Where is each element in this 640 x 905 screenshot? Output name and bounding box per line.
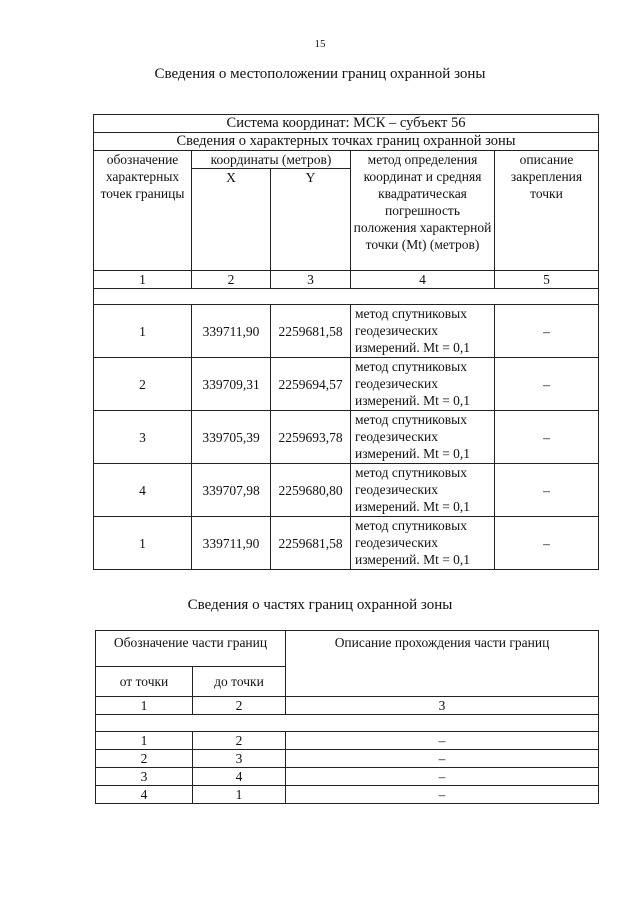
col-number: 4 [351,271,495,289]
point-cell: 1 [94,305,192,358]
from-cell: 3 [96,768,193,786]
x-cell: 339707,98 [192,464,271,517]
desc-cell: – [495,411,599,464]
y-cell: 2259681,58 [271,517,351,570]
spacer-row [96,715,599,732]
header-part-designation: Обозначение части границ [96,631,286,667]
table-subtitle: Сведения о характерных точках границ охранной зоны [94,133,599,151]
point-cell: 1 [94,517,192,570]
page-number: 15 [314,38,326,50]
col-number: 5 [495,271,599,289]
x-cell: 339711,90 [192,305,271,358]
header-from-point: от точки [96,667,193,697]
x-cell: 339711,90 [192,517,271,570]
spacer-row [94,289,599,305]
desc-cell: – [286,786,599,804]
desc-cell: – [495,517,599,570]
point-cell: 4 [94,464,192,517]
header-designation: обозначение характерных точек границы [94,151,192,271]
to-cell: 4 [193,768,286,786]
y-cell: 2259693,78 [271,411,351,464]
method-cell: метод спутниковых геодезических измерений. Mt = 0,1 [351,305,495,358]
desc-cell: – [495,464,599,517]
desc-cell: – [286,732,599,750]
table-row [94,464,599,517]
table-row [94,358,599,411]
header-coordinates: координаты (метров) [192,151,351,169]
coord-system: Система координат: МСК – субъект 56 [94,115,599,133]
section1-title: Сведения о местоположении границ охранной зоны [154,66,486,82]
desc-cell: – [286,768,599,786]
boundary-points-table [93,114,599,570]
table-row [94,305,599,358]
col-number: 1 [94,271,192,289]
desc-cell: – [495,358,599,411]
point-cell: 3 [94,411,192,464]
header-description: описание закрепления точки [495,151,599,271]
to-cell: 1 [193,786,286,804]
boundary-parts-table [95,630,599,804]
table-row [96,768,599,786]
col-number: 3 [271,271,351,289]
from-cell: 4 [96,786,193,804]
desc-cell: – [495,305,599,358]
desc-cell: – [286,750,599,768]
header-y: Y [271,169,351,271]
table-row [94,411,599,464]
x-cell: 339709,31 [192,358,271,411]
col-number: 2 [192,271,271,289]
header-x: X [192,169,271,271]
section2-title: Сведения о частях границ охранной зоны [187,597,453,613]
to-cell: 2 [193,732,286,750]
x-cell: 339705,39 [192,411,271,464]
col-number: 1 [96,697,193,715]
col-number: 2 [193,697,286,715]
from-cell: 1 [96,732,193,750]
method-cell: метод спутниковых геодезических измерений. Mt = 0,1 [351,517,495,570]
point-cell: 2 [94,358,192,411]
method-cell: метод спутниковых геодезических измерений. Mt = 0,1 [351,358,495,411]
from-cell: 2 [96,750,193,768]
col-number: 3 [286,697,599,715]
table-row [96,786,599,804]
header-method: метод определения координат и средняя квадратическая погрешность положения характерной точки (Mt) (метров) [351,151,495,271]
y-cell: 2259681,58 [271,305,351,358]
header-part-description: Описание прохождения части границ [286,631,599,697]
table-row [96,750,599,768]
table-row [96,732,599,750]
to-cell: 3 [193,750,286,768]
header-to-point: до точки [193,667,286,697]
method-cell: метод спутниковых геодезических измерений. Mt = 0,1 [351,464,495,517]
y-cell: 2259694,57 [271,358,351,411]
table-row [94,517,599,570]
method-cell: метод спутниковых геодезических измерений. Mt = 0,1 [351,411,495,464]
y-cell: 2259680,80 [271,464,351,517]
